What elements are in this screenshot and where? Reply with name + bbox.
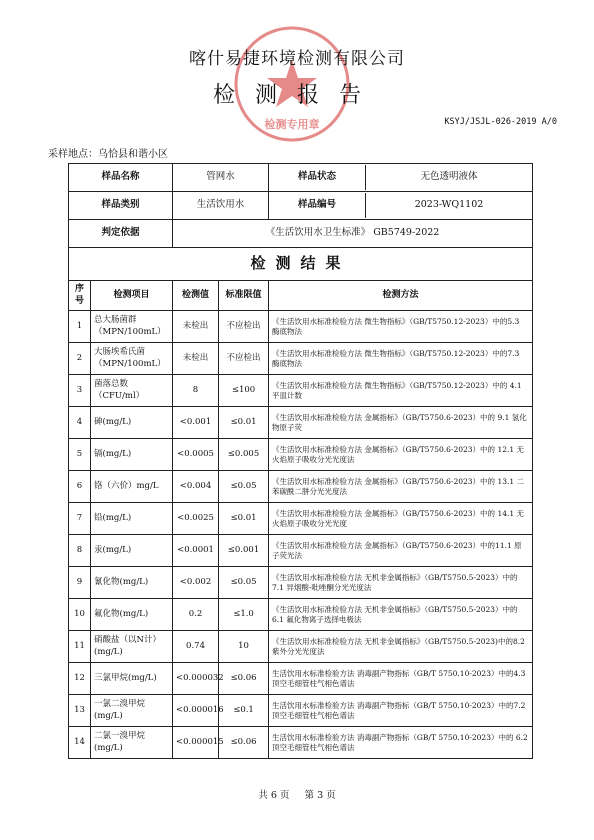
sampling-location bbox=[48, 145, 168, 160]
sampling-location-value: 乌恰县和谐小区 bbox=[98, 149, 168, 160]
row-no: 10 bbox=[69, 599, 91, 631]
sample-type-value: 生活饮用水 bbox=[173, 192, 269, 220]
svg-text:检测专用章: 检测专用章 bbox=[264, 118, 320, 131]
sample-no-label: 样品编号 bbox=[269, 193, 366, 218]
row-item: 总大肠菌群（MPN/100mL） bbox=[91, 311, 173, 343]
row-method: 《生活饮用水标准检验方法 微生物指标》（GB/T5750.12-2023）中的 4.1 平皿计数 bbox=[269, 375, 533, 407]
info-row bbox=[69, 164, 533, 192]
report-title: 检测报告 bbox=[212, 83, 381, 108]
row-value: 0.2 bbox=[173, 599, 219, 631]
row-no: 7 bbox=[69, 503, 91, 535]
row-item: 铅(mg/L) bbox=[91, 503, 173, 535]
row-value: <0.000015 bbox=[173, 727, 219, 759]
table-row bbox=[69, 407, 533, 439]
row-method: 《生活饮用水标准检验方法 金属指标》（GB/T5750.6-2023）中的 12.1 无火焰原子吸收分光光度法 bbox=[269, 439, 533, 471]
row-item: 大肠埃希氏菌（MPN/100mL） bbox=[91, 343, 173, 375]
row-value: <0.0005 bbox=[173, 439, 219, 471]
page-number: 第 3 页 bbox=[304, 790, 336, 801]
row-method: 生活饮用水标准检验方法 消毒副产物指标（GB/T 5750.10-2023）中的4.3 顶空毛细管柱气相色谱法 bbox=[269, 663, 533, 695]
basis-value: 《生活饮用水卫生标准》 GB5749-2022 bbox=[173, 220, 533, 248]
col-limit-header: 标准限值 bbox=[219, 281, 269, 311]
col-item-header: 检测项目 bbox=[91, 281, 173, 311]
row-method: 《生活饮用水标准检验方法 金属指标》（GB/T5750.6-2023）中的11.1 原子荧光法 bbox=[269, 535, 533, 567]
row-value: 8 bbox=[173, 375, 219, 407]
row-item: 一氯二溴甲烷(mg/L) bbox=[91, 695, 173, 727]
table-row bbox=[69, 343, 533, 375]
table-row bbox=[69, 439, 533, 471]
sample-name-label: 样品名称 bbox=[69, 164, 173, 192]
row-item: 氰化物(mg/L) bbox=[91, 567, 173, 599]
row-method: 《生活饮用水标准检验方法 无机非金属指标》（GB/T5750.5-2023）中的6.1 氟化物离子选择电极法 bbox=[269, 599, 533, 631]
page-total: 共 6 页 bbox=[258, 790, 290, 801]
row-no: 1 bbox=[69, 311, 91, 343]
row-method: 《生活饮用水标准检验方法 无机非金属指标》（GB/T5750.5-2023）中的7.1 异烟酸-吡唑酮分光光度法 bbox=[269, 567, 533, 599]
row-item: 氟化物(mg/L) bbox=[91, 599, 173, 631]
row-value: 未检出 bbox=[173, 311, 219, 343]
col-no-header: 序号 bbox=[69, 281, 91, 311]
row-item: 砷(mg/L) bbox=[91, 407, 173, 439]
col-value-header: 检测值 bbox=[173, 281, 219, 311]
table-row bbox=[69, 631, 533, 663]
info-row bbox=[69, 192, 533, 220]
row-no: 3 bbox=[69, 375, 91, 407]
row-no: 4 bbox=[69, 407, 91, 439]
report-table bbox=[68, 163, 533, 759]
row-no: 5 bbox=[69, 439, 91, 471]
sample-type-label: 样品类别 bbox=[69, 192, 173, 220]
row-value: <0.0001 bbox=[173, 535, 219, 567]
row-no: 12 bbox=[69, 663, 91, 695]
document-code: KSYJ/JSJL-026-2019 A/0 bbox=[444, 117, 557, 127]
row-method: 《生活饮用水标准检验方法 金属指标》（GB/T5750.6-2023）中的 14.1 无火焰原子吸收分光光度 bbox=[269, 503, 533, 535]
row-limit: ≤1.0 bbox=[219, 599, 269, 631]
row-item: 硝酸盐（以N计）(mg/L) bbox=[91, 631, 173, 663]
row-limit: ≤100 bbox=[219, 375, 269, 407]
row-no: 9 bbox=[69, 567, 91, 599]
basis-label: 判定依据 bbox=[69, 220, 173, 248]
row-value: 未检出 bbox=[173, 343, 219, 375]
row-limit: 不应检出 bbox=[219, 343, 269, 375]
table-row bbox=[69, 599, 533, 631]
results-title-row bbox=[69, 248, 533, 281]
sample-state-label: 样品状态 bbox=[269, 165, 366, 190]
table-row bbox=[69, 471, 533, 503]
row-value: <0.001 bbox=[173, 407, 219, 439]
table-row bbox=[69, 727, 533, 759]
row-limit: ≤0.01 bbox=[219, 503, 269, 535]
table-row bbox=[69, 311, 533, 343]
row-no: 6 bbox=[69, 471, 91, 503]
row-method: 《生活饮用水标准检验方法 金属指标》（GB/T5750.6-2023）中的 13.1 二苯碳酰二肼分光光度法 bbox=[269, 471, 533, 503]
row-item: 镉(mg/L) bbox=[91, 439, 173, 471]
row-item: 汞(mg/L) bbox=[91, 535, 173, 567]
row-item: 铬（六价）mg/L bbox=[91, 471, 173, 503]
page-footer bbox=[0, 787, 594, 801]
row-item: 二氯一溴甲烷(mg/L) bbox=[91, 727, 173, 759]
row-limit: 不应检出 bbox=[219, 311, 269, 343]
row-limit: ≤0.001 bbox=[219, 535, 269, 567]
row-limit: ≤0.01 bbox=[219, 407, 269, 439]
row-value: <0.004 bbox=[173, 471, 219, 503]
row-no: 11 bbox=[69, 631, 91, 663]
row-limit: ≤0.06 bbox=[219, 727, 269, 759]
company-name: 喀什易捷环境检测有限公司 bbox=[189, 49, 405, 69]
row-limit: 10 bbox=[219, 631, 269, 663]
row-item: 菌落总数（CFU/ml） bbox=[91, 375, 173, 407]
sample-no-value: 2023-WQ1102 bbox=[414, 199, 484, 211]
table-row bbox=[69, 663, 533, 695]
col-method-header: 检测方法 bbox=[269, 281, 533, 311]
sampling-location-label: 采样地点： bbox=[48, 149, 98, 160]
row-limit: ≤0.05 bbox=[219, 567, 269, 599]
basis-row bbox=[69, 220, 533, 248]
row-limit: ≤0.005 bbox=[219, 439, 269, 471]
table-row bbox=[69, 535, 533, 567]
row-item: 三氯甲烷(mg/L) bbox=[91, 663, 173, 695]
results-title: 检测结果 bbox=[69, 248, 533, 281]
row-limit: ≤0.05 bbox=[219, 471, 269, 503]
row-value: 0.74 bbox=[173, 631, 219, 663]
row-method: 生活饮用水标准检验方法 消毒副产物指标（GB/T 5750.10-2023）中的 6.2 顶空毛细管柱气相色谱法 bbox=[269, 727, 533, 759]
column-header-row bbox=[69, 281, 533, 311]
row-limit: ≤0.1 bbox=[219, 695, 269, 727]
row-method: 《生活饮用水标准检验方法 金属指标》（GB/T5750.6-2023）中的 9.1 氢化物原子荧 bbox=[269, 407, 533, 439]
table-row bbox=[69, 567, 533, 599]
row-method: 《生活饮用水标准检验方法 无机非金属指标》（GB/T5750.5-2023)中的8.2 紫外分光光度法 bbox=[269, 631, 533, 663]
row-no: 8 bbox=[69, 535, 91, 567]
row-no: 14 bbox=[69, 727, 91, 759]
table-row bbox=[69, 375, 533, 407]
row-value: <0.000032 bbox=[173, 663, 219, 695]
sample-state-value: 无色透明液体 bbox=[420, 171, 478, 183]
row-method: 《生活饮用水标准检验方法 微生物指标》（GB/T5750.12-2023）中的5.3 酶底物法 bbox=[269, 311, 533, 343]
row-value: <0.002 bbox=[173, 567, 219, 599]
table-row bbox=[69, 503, 533, 535]
row-method: 《生活饮用水标准检验方法 微生物指标》（GB/T5750.12-2023）中的7.3 酶底物法 bbox=[269, 343, 533, 375]
table-row bbox=[69, 695, 533, 727]
row-limit: ≤0.06 bbox=[219, 663, 269, 695]
row-value: <0.0025 bbox=[173, 503, 219, 535]
row-no: 2 bbox=[69, 343, 91, 375]
row-value: <0.000016 bbox=[173, 695, 219, 727]
row-no: 13 bbox=[69, 695, 91, 727]
row-method: 生活饮用水标准检验方法 消毒副产物指标（GB/T 5750.10-2023）中的7.2 顶空毛细管柱气相色谱法 bbox=[269, 695, 533, 727]
sample-name-value: 管网水 bbox=[173, 164, 269, 192]
